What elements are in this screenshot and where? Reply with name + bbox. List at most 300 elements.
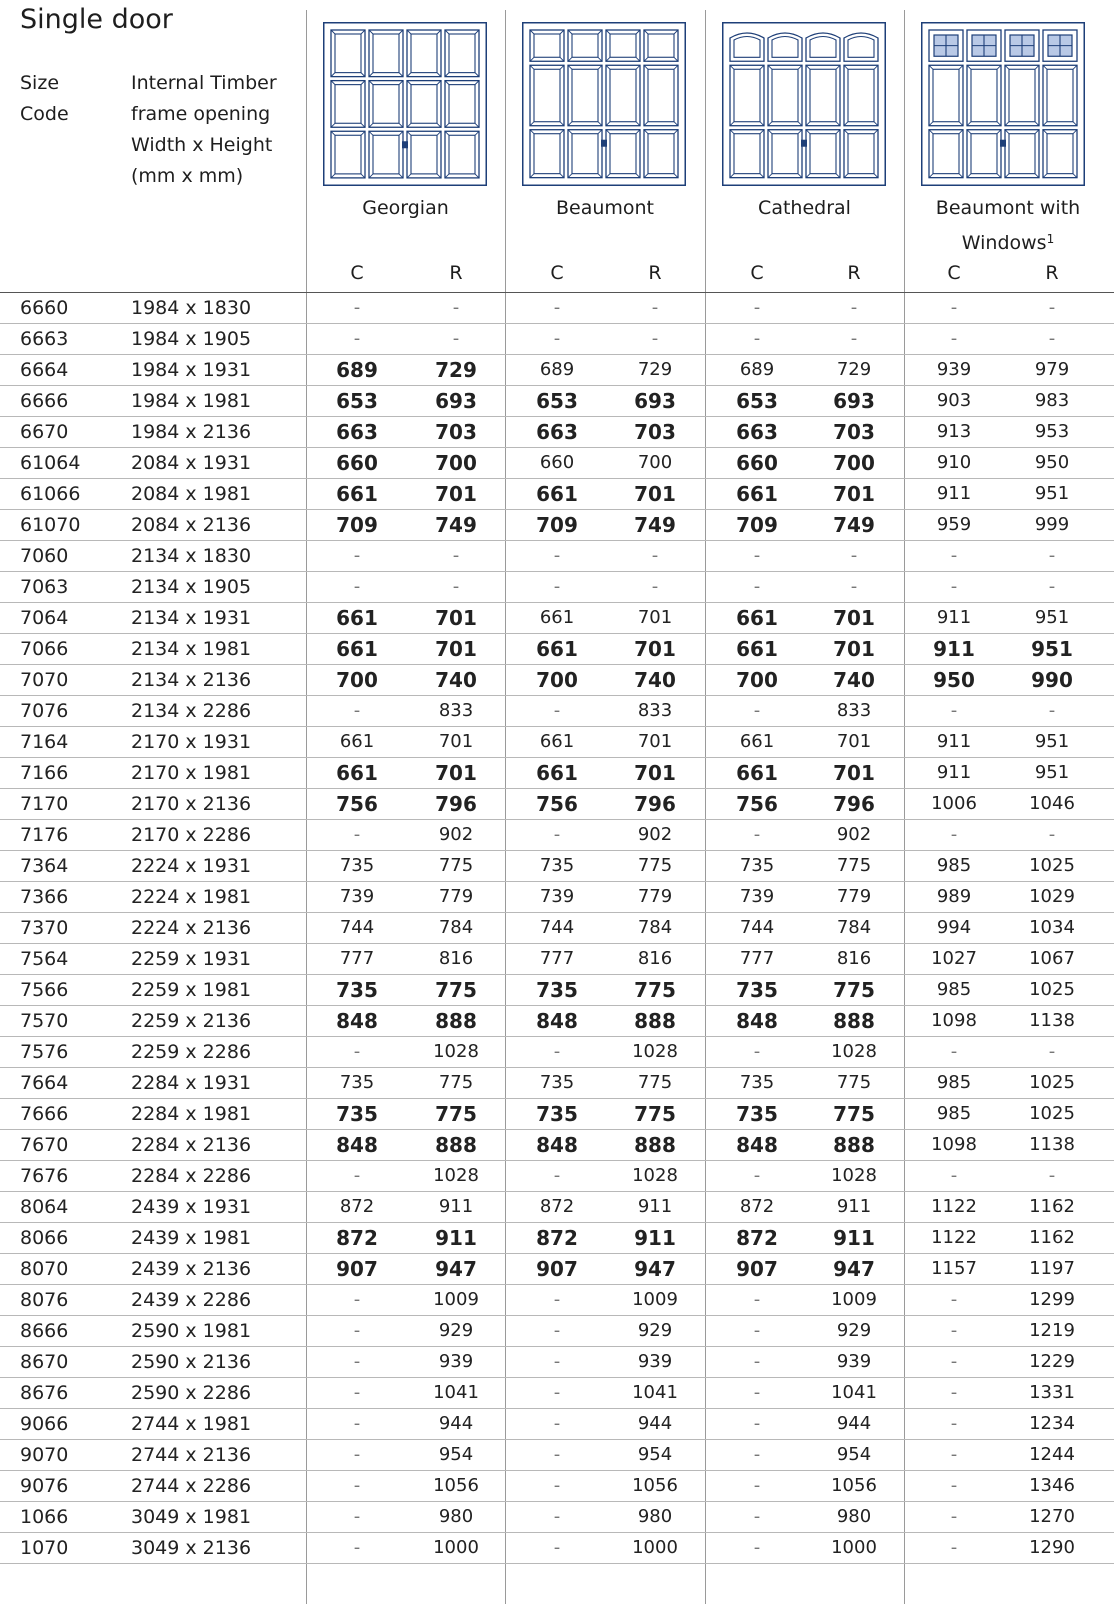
price-cell: 1067: [1029, 948, 1075, 969]
price-cell: -: [353, 1413, 361, 1434]
price-cell: 944: [438, 1413, 474, 1434]
size-code: 6664: [20, 359, 69, 381]
price-cell: 661: [539, 731, 575, 752]
price-cell: 888: [634, 1009, 676, 1033]
price-cell: 953: [1034, 421, 1070, 442]
frame-size: 1984 x 1905: [131, 328, 252, 350]
price-cell: -: [753, 824, 761, 845]
price-cell: -: [452, 576, 460, 597]
frame-size: 2439 x 2286: [131, 1289, 252, 1311]
price-cell: 911: [936, 607, 972, 628]
size-code: 6660: [20, 297, 69, 319]
price-cell: 1056: [632, 1475, 678, 1496]
price-cell: 700: [637, 452, 673, 473]
size-code: 7576: [20, 1041, 69, 1063]
table-row: [0, 1440, 1114, 1471]
price-cell: -: [1048, 576, 1056, 597]
price-cell: 1157: [931, 1258, 977, 1279]
price-cell: -: [850, 328, 858, 349]
price-cell: 784: [836, 917, 872, 938]
price-cell: -: [651, 545, 659, 566]
price-cell: 951: [1034, 483, 1070, 504]
price-cell: 1025: [1029, 1103, 1075, 1124]
price-cell: 784: [637, 917, 673, 938]
price-cell: 701: [836, 731, 872, 752]
price-cell: 700: [536, 668, 578, 692]
price-cell: 1041: [632, 1382, 678, 1403]
size-code: 61066: [20, 483, 81, 505]
price-cell: 1056: [831, 1475, 877, 1496]
price-cell: 911: [637, 1196, 673, 1217]
price-cell: 740: [634, 668, 676, 692]
price-cell: 775: [435, 1102, 477, 1126]
price-cell: -: [753, 1165, 761, 1186]
size-code: 7066: [20, 638, 69, 660]
price-cell: 689: [539, 359, 575, 380]
price-cell: 1028: [433, 1041, 479, 1062]
column-header-r: R: [648, 262, 662, 284]
price-cell: 911: [438, 1196, 474, 1217]
price-cell: 775: [438, 1072, 474, 1093]
price-cell: 777: [739, 948, 775, 969]
table-row: [0, 1378, 1114, 1409]
price-cell: 848: [536, 1009, 578, 1033]
frame-size: 2744 x 1981: [131, 1413, 252, 1435]
size-code: 7064: [20, 607, 69, 629]
price-cell: 833: [438, 700, 474, 721]
price-cell: -: [353, 1165, 361, 1186]
price-cell: -: [950, 328, 958, 349]
price-cell: -: [353, 1351, 361, 1372]
frame-size: 2084 x 1931: [131, 452, 252, 474]
frame-size: 2224 x 1931: [131, 855, 252, 877]
size-code: 6670: [20, 421, 69, 443]
price-cell: 796: [435, 792, 477, 816]
price-cell: 985: [936, 1103, 972, 1124]
price-cell: -: [553, 1165, 561, 1186]
price-cell: 950: [933, 668, 975, 692]
price-cell: 689: [739, 359, 775, 380]
price-cell: -: [1048, 297, 1056, 318]
price-cell: 1009: [831, 1289, 877, 1310]
size-code: 7666: [20, 1103, 69, 1125]
price-cell: 661: [736, 761, 778, 785]
price-cell: 985: [936, 855, 972, 876]
price-cell: 833: [637, 700, 673, 721]
price-cell: 1056: [433, 1475, 479, 1496]
column-header-c: C: [750, 262, 764, 284]
price-cell: -: [950, 545, 958, 566]
size-code: 7564: [20, 948, 69, 970]
frame-size: 2134 x 1905: [131, 576, 252, 598]
table-row: [0, 1161, 1114, 1192]
price-cell: 848: [736, 1009, 778, 1033]
price-cell: 739: [539, 886, 575, 907]
price-cell: 994: [936, 917, 972, 938]
frame-size: 2284 x 1931: [131, 1072, 252, 1094]
frame-size: 2134 x 1931: [131, 607, 252, 629]
size-code: 9066: [20, 1413, 69, 1435]
page-title: Single door: [20, 4, 173, 35]
size-code-header: Size Code: [20, 72, 69, 125]
price-cell: 1346: [1029, 1475, 1075, 1496]
price-cell: -: [553, 1351, 561, 1372]
price-cell: -: [353, 328, 361, 349]
price-cell: 902: [438, 824, 474, 845]
size-code: 8070: [20, 1258, 69, 1280]
table-row: [0, 386, 1114, 417]
table-row: [0, 665, 1114, 696]
price-cell: 1006: [931, 793, 977, 814]
price-cell: 693: [833, 389, 875, 413]
table-row: [0, 293, 1114, 324]
price-cell: -: [553, 1289, 561, 1310]
price-cell: -: [950, 824, 958, 845]
price-cell: -: [950, 1289, 958, 1310]
price-cell: 701: [435, 637, 477, 661]
table-row: [0, 1285, 1114, 1316]
footnote-marker: 1: [1046, 232, 1055, 246]
style-name-georgian: Georgian: [362, 197, 449, 219]
frame-size: 2259 x 2286: [131, 1041, 252, 1063]
price-cell: 735: [736, 1102, 778, 1126]
price-cell: 709: [536, 513, 578, 537]
size-code: 6663: [20, 328, 69, 350]
style-name-cathedral: Cathedral: [758, 197, 851, 219]
size-code: 7176: [20, 824, 69, 846]
price-cell: 929: [836, 1320, 872, 1341]
price-cell: -: [553, 1382, 561, 1403]
frame-size: 2284 x 1981: [131, 1103, 252, 1125]
price-cell: -: [1048, 1165, 1056, 1186]
price-cell: -: [950, 1320, 958, 1341]
size-code: 1066: [20, 1506, 69, 1528]
price-cell: 833: [836, 700, 872, 721]
cathedral-door-icon: [722, 22, 886, 186]
price-cell: 653: [736, 389, 778, 413]
price-cell: -: [753, 1537, 761, 1558]
price-cell: 1000: [632, 1537, 678, 1558]
price-cell: 911: [936, 483, 972, 504]
price-cell: 701: [637, 607, 673, 628]
price-cell: -: [950, 1413, 958, 1434]
price-cell: 1098: [931, 1010, 977, 1031]
price-cell: 950: [1034, 452, 1070, 473]
price-cell: 872: [336, 1226, 378, 1250]
price-cell: 872: [339, 1196, 375, 1217]
price-cell: -: [353, 297, 361, 318]
price-cell: 1331: [1029, 1382, 1075, 1403]
price-cell: 816: [637, 948, 673, 969]
frame-size: 2224 x 2136: [131, 917, 252, 939]
price-cell: 777: [339, 948, 375, 969]
price-cell: 959: [936, 514, 972, 535]
size-code: 7060: [20, 545, 69, 567]
price-cell: 744: [539, 917, 575, 938]
table-row: [0, 448, 1114, 479]
price-cell: 848: [736, 1133, 778, 1157]
size-code: 8064: [20, 1196, 69, 1218]
price-cell: 1034: [1029, 917, 1075, 938]
price-cell: 990: [1031, 668, 1073, 692]
price-cell: -: [850, 297, 858, 318]
table-row: [0, 1037, 1114, 1068]
table-row: [0, 975, 1114, 1006]
column-header-c: C: [350, 262, 364, 284]
price-cell: 947: [435, 1257, 477, 1281]
price-cell: 1138: [1029, 1010, 1075, 1031]
column-header-c: C: [947, 262, 961, 284]
table-row: [0, 789, 1114, 820]
price-cell: -: [1048, 700, 1056, 721]
price-cell: 735: [339, 855, 375, 876]
price-cell: 749: [833, 513, 875, 537]
price-cell: 1197: [1029, 1258, 1075, 1279]
size-code: 7063: [20, 576, 69, 598]
price-cell: 660: [539, 452, 575, 473]
beaumont-windows-door-icon: [921, 22, 1085, 186]
price-cell: 703: [435, 420, 477, 444]
price-cell: -: [553, 297, 561, 318]
price-cell: 872: [739, 1196, 775, 1217]
price-cell: 709: [736, 513, 778, 537]
price-cell: 775: [637, 855, 673, 876]
price-cell: 999: [1034, 514, 1070, 535]
price-cell: 653: [336, 389, 378, 413]
price-cell: 700: [336, 668, 378, 692]
price-cell: -: [753, 328, 761, 349]
price-cell: -: [651, 328, 659, 349]
price-cell: 663: [536, 420, 578, 444]
table-row: [0, 572, 1114, 603]
column-header-r: R: [449, 262, 463, 284]
price-cell: 1098: [931, 1134, 977, 1155]
price-cell: 911: [634, 1226, 676, 1250]
frame-size: 2439 x 2136: [131, 1258, 252, 1280]
price-cell: -: [553, 576, 561, 597]
table-row: [0, 634, 1114, 665]
price-cell: 951: [1034, 762, 1070, 783]
price-cell: -: [753, 1444, 761, 1465]
price-cell: 739: [739, 886, 775, 907]
frame-size: 2224 x 1981: [131, 886, 252, 908]
price-cell: 701: [833, 606, 875, 630]
price-cell: 979: [1034, 359, 1070, 380]
price-cell: -: [850, 576, 858, 597]
size-code: 7370: [20, 917, 69, 939]
price-cell: 888: [435, 1009, 477, 1033]
table-row: [0, 541, 1114, 572]
price-cell: -: [553, 824, 561, 845]
price-cell: 1028: [632, 1165, 678, 1186]
price-cell: -: [950, 1444, 958, 1465]
size-code: 7670: [20, 1134, 69, 1156]
price-cell: 784: [438, 917, 474, 938]
price-cell: 775: [833, 1102, 875, 1126]
price-cell: 735: [536, 978, 578, 1002]
price-cell: -: [753, 1320, 761, 1341]
price-cell: 661: [336, 606, 378, 630]
size-code: 7364: [20, 855, 69, 877]
price-cell: -: [753, 297, 761, 318]
price-cell: 779: [637, 886, 673, 907]
table-row: [0, 1068, 1114, 1099]
frame-size: 2259 x 1931: [131, 948, 252, 970]
price-cell: 739: [339, 886, 375, 907]
price-cell: 947: [833, 1257, 875, 1281]
price-cell: 1244: [1029, 1444, 1075, 1465]
table-row: [0, 1316, 1114, 1347]
price-cell: 709: [336, 513, 378, 537]
price-cell: 735: [336, 1102, 378, 1126]
table-row: [0, 1409, 1114, 1440]
price-cell: 872: [539, 1196, 575, 1217]
table-row: [0, 1471, 1114, 1502]
price-cell: 983: [1034, 390, 1070, 411]
price-cell: 796: [833, 792, 875, 816]
price-cell: -: [1048, 1041, 1056, 1062]
price-cell: 661: [736, 606, 778, 630]
price-cell: -: [950, 1382, 958, 1403]
table-row: [0, 510, 1114, 541]
price-cell: 779: [438, 886, 474, 907]
frame-size: 2170 x 2286: [131, 824, 252, 846]
price-cell: 985: [936, 1072, 972, 1093]
price-cell: -: [850, 545, 858, 566]
price-cell: 689: [336, 358, 378, 382]
price-cell: 660: [736, 451, 778, 475]
price-cell: 1028: [831, 1165, 877, 1186]
price-cell: -: [950, 576, 958, 597]
frame-size: 2134 x 1830: [131, 545, 252, 567]
price-cell: 1138: [1029, 1134, 1075, 1155]
price-cell: 740: [833, 668, 875, 692]
price-cell: 729: [836, 359, 872, 380]
price-cell: -: [553, 1444, 561, 1465]
price-cell: -: [452, 297, 460, 318]
column-header-r: R: [1045, 262, 1059, 284]
size-code: 9070: [20, 1444, 69, 1466]
price-cell: -: [753, 1351, 761, 1372]
price-cell: -: [353, 824, 361, 845]
price-cell: -: [353, 1475, 361, 1496]
price-cell: -: [753, 1382, 761, 1403]
price-cell: 1234: [1029, 1413, 1075, 1434]
price-cell: 980: [836, 1506, 872, 1527]
price-cell: 985: [936, 979, 972, 1000]
price-cell: 661: [736, 482, 778, 506]
price-cell: 744: [739, 917, 775, 938]
price-cell: 888: [634, 1133, 676, 1157]
price-cell: 954: [438, 1444, 474, 1465]
size-code: 1070: [20, 1537, 69, 1559]
price-cell: -: [950, 1475, 958, 1496]
frame-size: 2170 x 2136: [131, 793, 252, 815]
size-code: 9076: [20, 1475, 69, 1497]
price-cell: 1229: [1029, 1351, 1075, 1372]
price-cell: -: [553, 1506, 561, 1527]
frame-size: 2439 x 1981: [131, 1227, 252, 1249]
price-cell: -: [553, 1475, 561, 1496]
price-cell: 777: [539, 948, 575, 969]
price-cell: 700: [833, 451, 875, 475]
size-code: 7664: [20, 1072, 69, 1094]
price-cell: 1046: [1029, 793, 1075, 814]
price-cell: -: [950, 700, 958, 721]
size-code: 8066: [20, 1227, 69, 1249]
frame-size: 2744 x 2286: [131, 1475, 252, 1497]
price-cell: 1025: [1029, 855, 1075, 876]
price-cell: -: [950, 1537, 958, 1558]
frame-size: 2284 x 2286: [131, 1165, 252, 1187]
price-cell: 939: [438, 1351, 474, 1372]
price-cell: -: [553, 1413, 561, 1434]
price-cell: 735: [739, 1072, 775, 1093]
price-cell: -: [753, 576, 761, 597]
price-cell: 775: [836, 1072, 872, 1093]
price-cell: -: [353, 1382, 361, 1403]
price-cell: -: [753, 1041, 761, 1062]
price-cell: 910: [936, 452, 972, 473]
price-cell: -: [452, 328, 460, 349]
price-cell: 907: [736, 1257, 778, 1281]
table-row: [0, 1192, 1114, 1223]
price-cell: 951: [1034, 731, 1070, 752]
price-cell: 902: [836, 824, 872, 845]
price-cell: 663: [736, 420, 778, 444]
price-cell: -: [950, 1041, 958, 1062]
price-cell: -: [950, 1506, 958, 1527]
price-cell: 744: [339, 917, 375, 938]
price-cell: -: [553, 328, 561, 349]
price-cell: 1000: [831, 1537, 877, 1558]
size-code: 8666: [20, 1320, 69, 1342]
frame-size: 2284 x 2136: [131, 1134, 252, 1156]
price-cell: -: [353, 576, 361, 597]
table-row: [0, 603, 1114, 634]
price-cell: 775: [833, 978, 875, 1002]
size-code: 7164: [20, 731, 69, 753]
frame-size: 1984 x 2136: [131, 421, 252, 443]
frame-size: 2439 x 1931: [131, 1196, 252, 1218]
price-cell: 911: [435, 1226, 477, 1250]
price-cell: -: [1048, 328, 1056, 349]
price-cell: 911: [836, 1196, 872, 1217]
price-cell: 944: [836, 1413, 872, 1434]
table-row: [0, 1347, 1114, 1378]
table-row: [0, 882, 1114, 913]
size-code: 6666: [20, 390, 69, 412]
price-cell: 911: [936, 762, 972, 783]
price-cell: 872: [536, 1226, 578, 1250]
price-cell: 660: [336, 451, 378, 475]
price-cell: 1041: [831, 1382, 877, 1403]
price-cell: 848: [336, 1133, 378, 1157]
price-cell: 911: [833, 1226, 875, 1250]
price-cell: -: [753, 1475, 761, 1496]
table-row: [0, 696, 1114, 727]
price-cell: 939: [936, 359, 972, 380]
price-cell: 1025: [1029, 1072, 1075, 1093]
column-header-c: C: [550, 262, 564, 284]
frame-size: 1984 x 1931: [131, 359, 252, 381]
price-cell: -: [452, 545, 460, 566]
frame-size: 1984 x 1830: [131, 297, 252, 319]
size-code: 7676: [20, 1165, 69, 1187]
frame-size: 2134 x 2136: [131, 669, 252, 691]
price-cell: 729: [637, 359, 673, 380]
price-cell: -: [353, 1320, 361, 1341]
